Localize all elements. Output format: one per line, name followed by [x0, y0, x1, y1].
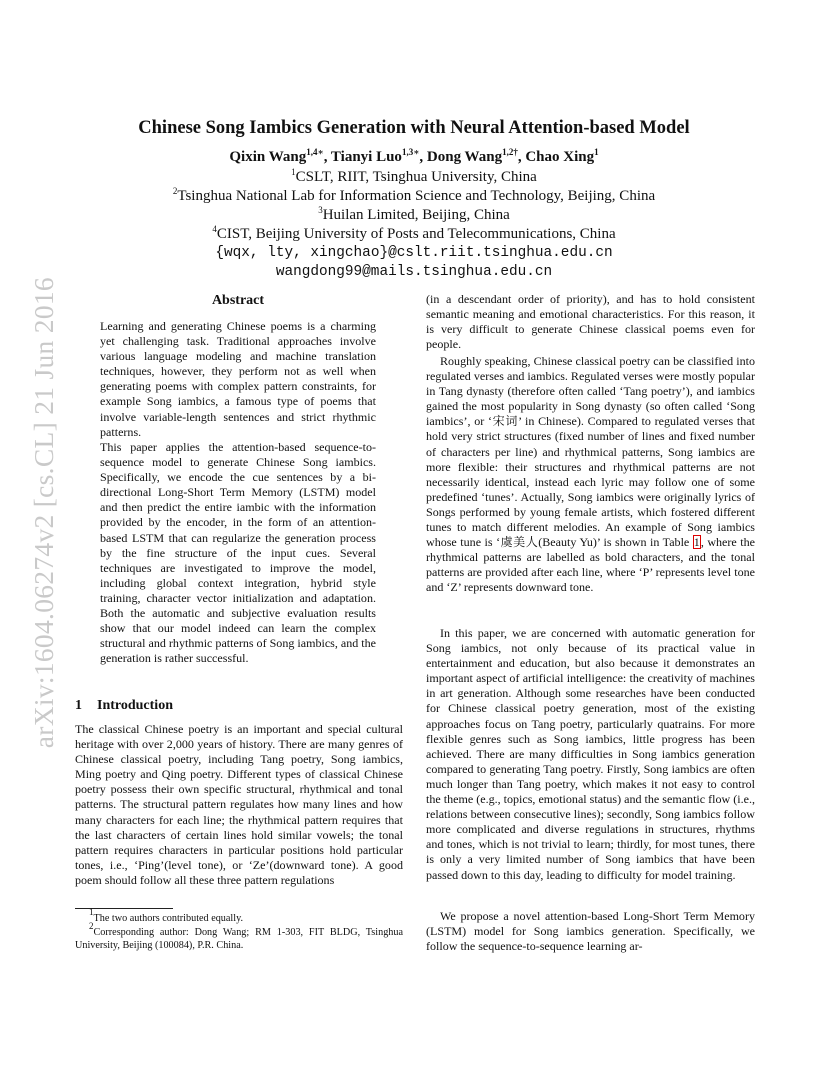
- affiliation: [0, 225, 828, 244]
- paragraph-text: Roughly speaking, Chinese classical poetry can be classified into regulated verses and iambics. Regulated verses were mostly popular in Tang dynasty (therefore often called ‘Tang poetry’), and iambics gained the most popularity in Song dynasty (so often called ‘Song iambics’, or ‘宋词’ in Chinese). Compared to regulated verses that hold very strict structures (fixed number of lines and fixed number of characters per line) and rhythmical patterns, Song iambics are more flexible: their structures and rhythmical patterns are not necessarily identical, instead each lyric may follow one of some predefined ‘tunes’. Actually, Song iambics were originally lyrics of Songs performed by young female artists, which fostered different tunes to match different melodies. An example of Song iambics whose tune is ‘虞美人(Beauty Yu)’ is shown in Table: [426, 354, 755, 550]
- author-name: Chao Xing: [525, 149, 595, 165]
- body-paragraph: (in a descendant order of priority), and has to hold consistent semantic meaning and emotional characteristics. For this reason, it is very difficult to generate Chinese classical poems even for people.: [426, 292, 755, 352]
- footnote: [75, 921, 403, 952]
- author-list: Qixin Wang$^{1,4∗}$, Tianyi Luo$^{1,3∗}$, Dong Wang$^{1,2\dagger}$, Chao Xing$^1$: [229, 147, 599, 165]
- section-number: 1: [75, 698, 82, 713]
- footnote-text: The two authors contributed equally.: [93, 913, 244, 924]
- author-name: Dong Wang: [426, 149, 503, 165]
- footnote: [75, 907, 403, 925]
- body-paragraph: In this paper, we are concerned with automatic generation for Song iambics, not only because of its practical value in entertainment and education, but also because it demonstrates an important aspect of artificial intelligence: the creativity of machines in art generation. Although some researches have been conducted for Chinese classical poetry generation, most of the existing approaches focus on Tang poetry, particularly quatrains. For more flexible genres such as Song iambics, little progress has been achieved. There are many difficulties in Song iambics generation compared to generating Tang poetry. Firstly, Song iambics are often much longer than Tang poetry, which makes it not easy to control the theme (e.g., topics, emotional status) and the semantic flow (i.e., relations between consecutive lines); secondly, Song iambics follow more complicated and diverse regulations in structures, rhythms and tones, which is not trivial to learn; thirdly, for most tunes, there is only a very limited number of Song iambics that have been passed down to this day, leading to difficulty for model training.: [426, 626, 755, 882]
- affiliation-text: CSLT, RIIT, Tsinghua University, China: [295, 169, 537, 185]
- author-marker: 1,4∗: [306, 147, 324, 157]
- email-line: {wqx, lty, xingchao}@cslt.riit.tsinghua.edu.cn: [215, 245, 613, 261]
- footnote-text: Corresponding author: Dong Wang; RM 1-303, FIT BLDG, Tsinghua University, Beijing (100084), P.R. China.: [75, 927, 403, 951]
- affiliation-text: CIST, Beijing University of Posts and Telecommunications, China: [216, 226, 616, 242]
- author-marker: 1: [594, 147, 599, 157]
- footnote-marker: 2: [89, 921, 94, 931]
- footnote-marker: 1: [89, 907, 94, 917]
- arxiv-watermark: [14, 262, 59, 749]
- abstract-paragraph: Learning and generating Chinese poems is a charming yet challenging task. Traditional approaches involve various language modeling and machine translation techniques, however, they perform not as well when generating poems with complex pattern constraints, for example Song iambics, a famous type of poems that involve variable-length sentences and strict rhythmic patterns.: [100, 319, 376, 439]
- author-marker: 1,3∗: [401, 147, 420, 157]
- affiliation: [0, 168, 828, 187]
- affiliation-marker: 1: [291, 167, 296, 177]
- affiliation-marker: 4: [212, 224, 217, 234]
- affiliation-marker: 2: [172, 186, 178, 196]
- author-marker: 1,2†: [502, 147, 518, 157]
- author-name: Tianyi Luo: [330, 149, 402, 165]
- paper-title: Chinese Song Iambics Generation with Neural Attention-based Model: [138, 118, 690, 138]
- affiliation-marker: 3: [318, 205, 323, 215]
- affiliation: [0, 187, 828, 206]
- table-reference-link[interactable]: 1: [693, 535, 700, 550]
- section-title: Introduction: [97, 698, 173, 713]
- body-paragraph: [426, 354, 755, 596]
- section-heading: [75, 698, 173, 714]
- affiliation: [0, 206, 828, 225]
- affiliation-text: Tsinghua National Lab for Information Science and Technology, Beijing, China: [177, 188, 656, 204]
- body-paragraph: The classical Chinese poetry is an important and special cultural heritage with over 2,000 years of history. There are many genres of Chinese classical poetry, including Tang poetry, Song iambics, Ming poetry and Qing poetry. Different types of classical Chinese poetry possess their own specific structural, rhythmical and tonal patterns. The structural pattern regulates how many lines and how many characters for each line; the rhythmical pattern requires that the last characters of certain lines hold similar vowels; the tonal pattern requires characters in particular positions hold particular tones, i.e., ‘Ping’(level tone), or ‘Ze’(downward tone). A good poem should follow all these three pattern regulations: [75, 722, 403, 887]
- body-paragraph: We propose a novel attention-based Long-Short Term Memory (LSTM) model for Song iambics generation. Specifically, we follow the sequence-to-sequence learning ar-: [426, 909, 755, 954]
- email-line: wangdong99@mails.tsinghua.edu.cn: [275, 264, 553, 280]
- affiliation-text: Huilan Limited, Beijing, China: [322, 207, 510, 223]
- abstract-heading: Abstract: [211, 293, 265, 308]
- abstract-paragraph: This paper applies the attention-based sequence-to-sequence model to generate Chinese Song iambics. Specifically, we encode the cue sentences by a bi-directional Long-Short Term Memory (LSTM) model and then predict the entire iambic with the information provided by the encoder, in the form of an attention-based LSTM that can regularize the generation process by the fine structure of the input cues. Several techniques are investigated to improve the model, including global context integration, hybrid style training, character vector initialization and adaptation. Both the automatic and subjective evaluation results show that our model indeed can learn the complex structural and rhythmic patterns of Song iambics, and the generation is rather successful.: [100, 440, 377, 666]
- arxiv-identifier: arXiv:1604.06274v2 [cs.CL] 21 Jun 2016: [28, 277, 59, 749]
- author-name: Qixin Wang: [229, 149, 307, 165]
- paragraph-text: , where the rhythmical patterns are labelled as bold characters, and the tonal patterns are provided after each line, where ‘P’ represents level tone and ‘Z’ represents downward tone.: [426, 535, 755, 595]
